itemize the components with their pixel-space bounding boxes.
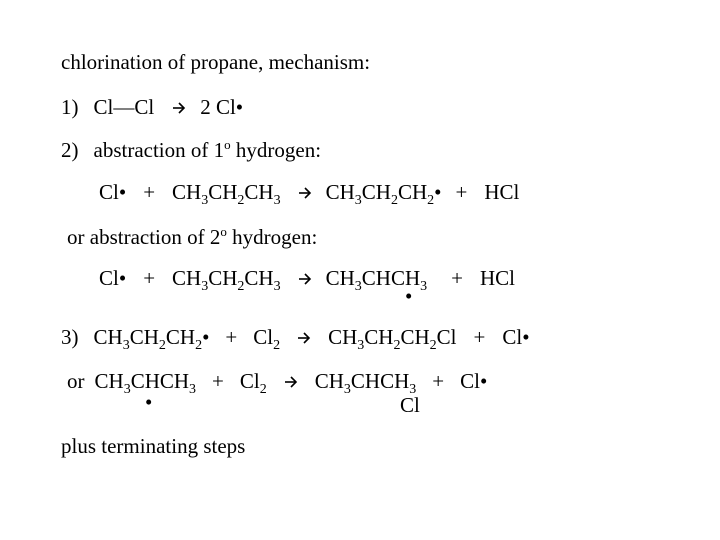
radical-dot: • <box>145 390 153 414</box>
chlorine: $Cl_2$ <box>239 369 267 397</box>
reactant: Cl• <box>99 266 127 290</box>
product: Cl• <box>502 325 530 349</box>
step-2-heading <box>61 137 322 162</box>
heading-tail: hydrogen: <box>230 138 322 162</box>
propyl-radical: $CH_3CH_2CH_2•$ <box>325 180 442 208</box>
right-arrow-icon <box>298 186 312 200</box>
plus: + <box>143 266 156 290</box>
chloro-substituent: Cl <box>400 393 420 417</box>
degree-mark: o <box>220 224 227 239</box>
isopropyl-radical: $CH_3CHCH_3$ <box>94 369 197 397</box>
chlorine: $Cl_2$ <box>253 325 281 353</box>
step-2-equation-1 <box>99 180 520 208</box>
degree-mark: o <box>224 137 231 152</box>
reactant: Cl• <box>99 180 127 204</box>
plus: + <box>473 325 486 349</box>
footer-note: plus terminating steps <box>61 434 246 458</box>
product: HCl <box>480 266 516 290</box>
plus: + <box>143 180 156 204</box>
step-3-equation-2 <box>67 369 488 397</box>
reactant: Cl—Cl <box>93 95 155 119</box>
page-title: chlorination of propane, mechanism: <box>61 50 371 74</box>
right-arrow-icon <box>284 375 298 389</box>
step-number: 2) <box>61 138 79 162</box>
heading-text: abstraction of 1 <box>93 138 225 162</box>
step-2-alt-heading <box>67 224 318 249</box>
step-1 <box>61 97 243 118</box>
product: Cl• <box>460 369 488 393</box>
right-arrow-icon <box>298 272 312 286</box>
heading-text: or abstraction of 2 <box>67 225 221 249</box>
right-arrow-icon <box>172 101 186 115</box>
product: 2 Cl• <box>200 95 244 119</box>
propane: $CH_3CH_2CH_3$ <box>172 266 281 294</box>
right-arrow-icon <box>297 331 311 345</box>
2-chloropropane: $CH_3CHCH_3$ <box>314 369 417 397</box>
plus: + <box>225 325 238 349</box>
plus: + <box>451 266 463 290</box>
or-label: or <box>67 369 85 393</box>
heading-tail: hydrogen: <box>226 225 318 249</box>
step-3-equation-1 <box>61 325 530 353</box>
radical-dot: • <box>405 284 413 308</box>
step-number: 1) <box>61 95 79 119</box>
step-2-equation-2 <box>99 266 516 294</box>
plus: + <box>432 369 445 393</box>
isopropyl-radical: $CH_3CHCH_3$ <box>325 266 428 294</box>
propane: $CH_3CH_2CH_3$ <box>172 180 281 208</box>
product: HCl <box>484 180 520 204</box>
plus: + <box>212 369 224 393</box>
plus: + <box>455 180 468 204</box>
propyl-radical: $CH_3CH_2CH_2•$ <box>93 325 210 353</box>
step-number: 3) <box>61 325 79 349</box>
1-chloropropane: $CH_3CH_2CH_2Cl$ <box>328 325 457 353</box>
